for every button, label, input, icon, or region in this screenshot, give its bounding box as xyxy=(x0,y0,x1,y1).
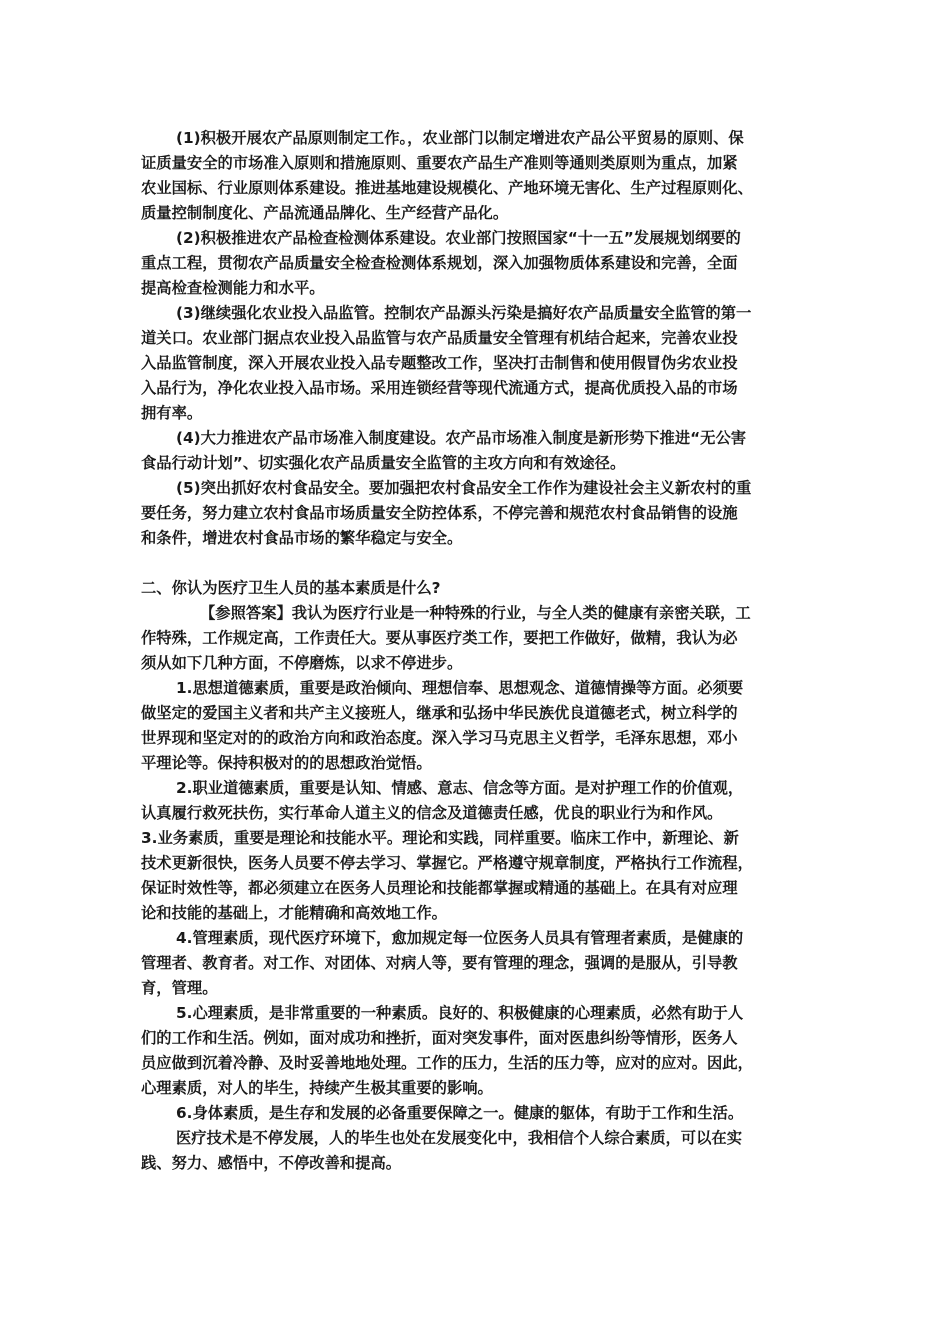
answer-line: 作特殊，工作规定高，工作责任大。要从事医疗类工作，要把工作做好，做精，我认为必 xyxy=(141,629,738,647)
text-line: 认真履行救死扶伤，实行革命人道主义的信念及道德责任感，优良的职业行为和作风。 xyxy=(141,804,723,822)
text-line: 农业国标、行业原则体系建设。推进基地建设规模化、产地环境无害化、生产过程原则化、 xyxy=(141,179,753,197)
text-line: 和条件，增进农村食品市场的繁华稳定与安全。 xyxy=(141,529,463,547)
text-line: 3.业务素质，重要是理论和技能水平。理论和实践，同样重要。临床工作中，新理论、新 xyxy=(141,829,739,847)
text-line: 践、努力、感悟中，不停改善和提高。 xyxy=(141,1154,402,1172)
text-line: 保证时效性等，都必须建立在医务人员理论和技能都掌握或精通的基础上。在具有对应理 xyxy=(141,879,738,897)
text-line: 2.职业道德素质，重要是认知、情感、意志、信念等方面。是对护理工作的价值观， xyxy=(176,779,744,797)
text-line: 重点工程，贯彻农产品质量安全检查检测体系规划，深入加强物质体系建设和完善，全面 xyxy=(141,254,738,272)
text-line: 入品监管制度，深入开展农业投入品专题整改工作，坚决打击制售和使用假冒伪劣农业投 xyxy=(141,354,738,372)
text-line: 医疗技术是不停发展，人的毕生也处在发展变化中，我相信个人综合素质，可以在实 xyxy=(176,1129,742,1147)
text-line: 世界现和坚定对的的政治方向和政治态度。深入学习马克思主义哲学，毛泽东思想，邓小 xyxy=(141,729,738,747)
text-line: 平理论等。保持积极对的的思想政治觉悟。 xyxy=(141,754,432,772)
answer-line: 须从如下几种方面，不停磨炼，以求不停进步。 xyxy=(141,654,463,672)
text-line: 论和技能的基础上，才能精确和高效地工作。 xyxy=(141,904,447,922)
text-line: 拥有率。 xyxy=(141,404,203,422)
text-line: 道关口。农业部门据点农业投入品监管与农产品质量安全管理有机结合起来，完善农业投 xyxy=(141,329,738,347)
text-line: 入品行为，净化农业投入品市场。采用连锁经营等现代流通方式，提高优质投入品的市场 xyxy=(141,379,738,397)
text-line: 做坚定的爱国主义者和共产主义接班人，继承和弘扬中华民族优良道德老式，树立科学的 xyxy=(141,704,738,722)
text-line: (1)积极开展农产品原则制定工作。，农业部门以制定增进农产品公平贸易的原则、保 xyxy=(176,129,744,147)
text-line: 育，管理。 xyxy=(141,979,218,997)
text-line: 1.思想道德素质，重要是政治倾向、理想信奉、思想观念、道德情操等方面。必须要 xyxy=(176,679,744,697)
text-line: 6.身体素质，是生存和发展的必备重要保障之一。健康的躯体，有助于工作和生活。 xyxy=(176,1104,744,1122)
text-line: 提高检查检测能力和水平。 xyxy=(141,279,325,297)
text-line: 要任务，努力建立农村食品市场质量安全防控体系，不停完善和规范农村食品销售的设施 xyxy=(141,504,738,522)
text-line: 技术更新很快，医务人员要不停去学习、掌握它。严格遵守规章制度，严格执行工作流程， xyxy=(141,854,753,872)
text-line: (5)突出抓好农村食品安全。要加强把农村食品安全工作作为建设社会主义新农村的重 xyxy=(176,479,752,497)
text-line: (3)继续强化农业投入品监管。控制农产品源头污染是搞好农产品质量安全监管的第一 xyxy=(176,304,752,322)
text-line: 心理素质，对人的毕生，持续产生极其重要的影响。 xyxy=(141,1079,493,1097)
text-line: (2)积极推进农产品检查检测体系建设。农业部门按照国家“十一五”发展规划纲要的 xyxy=(176,229,741,247)
text-line: 管理者、教育者。对工作、对团体、对病人等，要有管理的理念，强调的是服从，引导教 xyxy=(141,954,738,972)
text-line: 们的工作和生活。例如，面对成功和挫折，面对突发事件，面对医患纠纷等情形，医务人 xyxy=(141,1029,738,1047)
text-line: 5.心理素质，是非常重要的一种素质。良好的、积极健康的心理素质，必然有助于人 xyxy=(176,1004,744,1022)
text-line: 质量控制制度化、产品流通品牌化、生产经营产品化。 xyxy=(141,204,509,222)
text-line: 4.管理素质，现代医疗环境下，愈加规定每一位医务人员具有管理者素质，是健康的 xyxy=(176,929,744,947)
question-heading: 二、你认为医疗卫生人员的基本素质是什么? xyxy=(141,579,441,597)
text-line: 员应做到沉着冷静、及时妥善地地处理。工作的压力，生活的压力等，应对的应对。因此， xyxy=(141,1054,753,1072)
answer-line: 【参照答案】我认为医疗行业是一种特殊的行业，与全人类的健康有亲密关联，工 xyxy=(200,604,751,622)
text-line: (4)大力推进农产品市场准入制度建设。农产品市场准入制度是新形势下推进“无公害 xyxy=(176,429,747,447)
text-line: 食品行动计划”、切实强化农产品质量安全监管的主攻方向和有效途径。 xyxy=(141,454,626,472)
text-line: 证质量安全的市场准入原则和措施原则、重要农产品生产准则等通则类原则为重点，加紧 xyxy=(141,154,738,172)
